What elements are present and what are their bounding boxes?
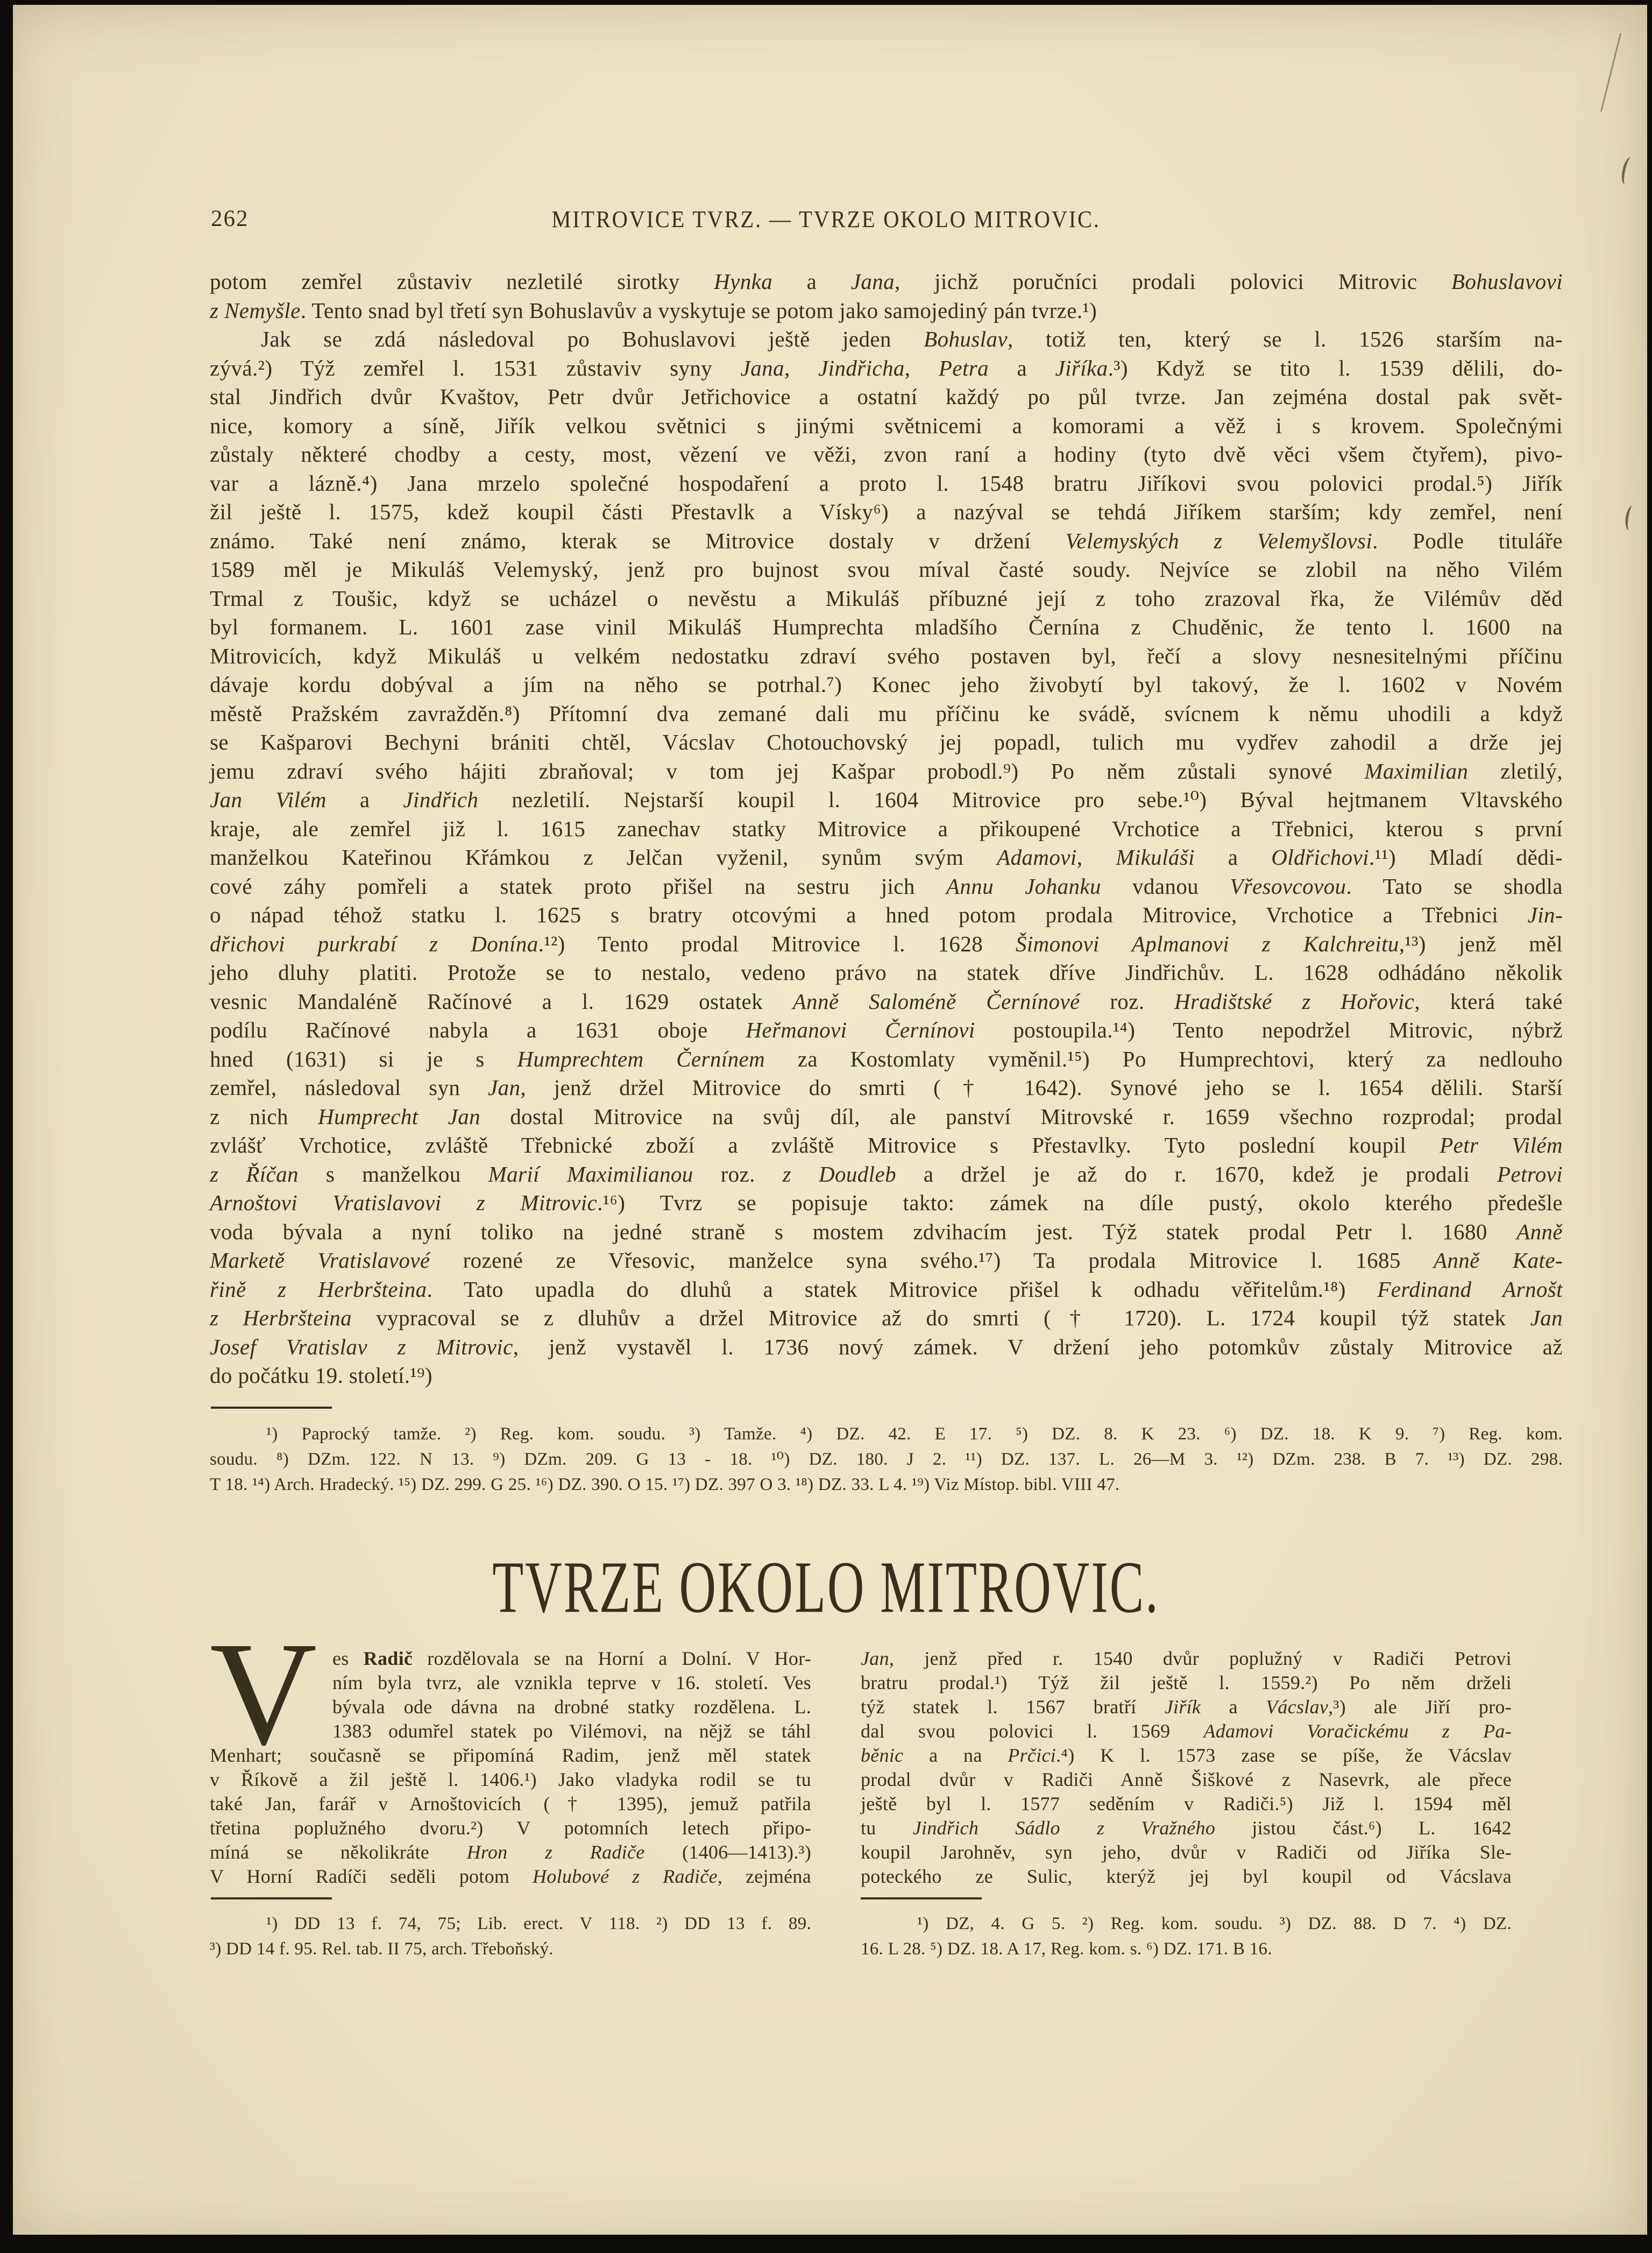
text-line: ¹) Paprocký tamže. ²) Reg. kom. soudu. ³) Tamže. ⁴) DZ. 42. E 17. ⁵) DZ. 8. K 23. ⁶) DZ. 18. K 9. ⁷) Reg. kom. — [266, 1424, 1563, 1444]
text-line: var a lázně.⁴) Jana mrzelo společné hospodaření a proto l. 1548 bratru Jiříkovi svou polovici prodal.⁵) Jiřík — [210, 470, 1563, 496]
text-line: z nich Humprecht Jan dostal Mitrovice na svůj díl, ale panství Mitrovské r. 1659 všechno rozprodal; prodal — [210, 1104, 1563, 1129]
text-line: manželkou Kateřinou Křámkou z Jelčan vyženil, synům svým Adamovi, Mikuláši a Oldřichovi.¹¹) Mladí dědi- — [210, 845, 1563, 870]
text-line: běnic a na Prčici.⁴) K l. 1573 zase se píše, že Vácslav — [861, 1745, 1512, 1766]
text-line: Arnoštovi Vratislavovi z Mitrovic.¹⁶) Tvrz se popisuje takto: zámek na díle pustý, okolo kterého předešle — [210, 1190, 1563, 1215]
text-line: ¹) DD 13 f. 74, 75; Lib. erect. V 118. ²) DD 13 f. 89. — [266, 1914, 811, 1933]
footnote-rule — [211, 1897, 332, 1899]
text-line: 1589 měl je Mikuláš Velemyský, jenž pro bujnost svou míval časté soudy. Nejvíce se zlobil na něho Vilém — [210, 557, 1563, 582]
ink-mark — [1624, 505, 1637, 531]
scan-edge-left — [0, 0, 13, 2253]
running-header: MITROVICE TVRZ. — TVRZE OKOLO MITROVIC. — [551, 206, 1101, 232]
text-line: Josef Vratislav z Mitrovic, jenž vystavěl l. 1736 nový zámek. V držení jeho potomkův zůstaly Mitrovice až — [210, 1334, 1563, 1359]
footnote-rule — [861, 1897, 982, 1899]
text-line: T 18. ¹⁴) Arch. Hradecký. ¹⁵) DZ. 299. G 25. ¹⁶) DZ. 390. O 15. ¹⁷) DZ. 397 O 3. ¹⁸) DZ. 33. L 4. ¹⁹) Viz Místop. bibl. VIII 47. — [210, 1475, 1120, 1494]
right-column — [861, 1647, 1512, 1889]
text-line: Menhart; současně se připomíná Radim, jenž měl statek — [210, 1745, 811, 1766]
text-line: vesnic Mandaléně Račínové a l. 1629 ostatek Anně Saloméně Černínové roz. Hradištské z Hořovic, která také — [210, 988, 1563, 1014]
text-line: byl formanem. L. 1601 zase vinil Mikuláš Humprechta mladšího Černína z Chuděnic, že tento l. 1600 na — [210, 615, 1563, 639]
text-line: Trmal z Toušic, když se ucházel o nevěstu a Mikuláš příbuzné její z toho zrazoval řka, že Vilémův děd — [210, 585, 1563, 611]
text-line: míná se několikráte Hron z Radiče (1406—1413).³) — [210, 1841, 812, 1863]
ink-mark — [1620, 156, 1636, 186]
text-line: dal svou polovici l. 1569 Adamovi Voračickému z Pa- — [861, 1720, 1512, 1742]
text-line: poteckého ze Sulic, kterýž jej byl koupil od Vácslava — [861, 1866, 1512, 1887]
left-column — [210, 1611, 812, 1889]
text-line: jeho dluhy platiti. Protože se to nestalo, vedeno právo na statek dříve Jindřichův. L. 1628 odhádáno několik — [210, 960, 1563, 985]
text-line: bývala ode dávna na drobné statky rozdělena. L. — [332, 1696, 811, 1718]
text-line: ¹) DZ, 4. G 5. ²) Reg. kom. soudu. ³) DZ. 88. D 7. ⁴) DZ. — [917, 1914, 1512, 1933]
scan-edge-right — [1647, 0, 1652, 2253]
text-line: cové záhy pomřeli a statek proto přišel na sestru jich Annu Johanku vdanou Vřesovcovou. Tato se shodla — [210, 873, 1563, 899]
text-line: známo. Také není známo, kterak se Mitrovice dostaly v držení Velemyských z Velemyšlovsi. Podle tituláře — [210, 528, 1563, 553]
text-line: z Říčan s manželkou Marií Maximilianou roz. z Doudleb a držel je až do r. 1670, kdež je prodali Petrovi — [210, 1161, 1563, 1186]
text-line: 16. L 28. ⁵) DZ. 18. A 17, Reg. kom. s. ⁶) DZ. 171. B 16. — [861, 1939, 1272, 1959]
text-line: do počátku 19. století.¹⁹) — [210, 1363, 433, 1388]
text-line: o nápad téhož statku l. 1625 s bratry otcovými a hned potom prodala Mitrovice, Vrchotice a Třebnici Jin- — [210, 902, 1563, 927]
text-line: es Radič rozdělovala se na Horní a Dolní. V Hor- — [332, 1648, 812, 1669]
drop-cap: V — [210, 1611, 317, 1776]
text-line: se Kašparovi Bechyni brániti chtěl, Vácslav Chotouchovský jej popadl, tulich mu vydřev zahodil a drže jej — [210, 730, 1563, 754]
text-line: zvlášť Vrchotice, zvláště Třebnické zboží a zvláště Mitrovice s Přestavlky. Tyto poslední koupil Petr Vilém — [210, 1133, 1563, 1157]
text-line: dřichovi purkrabí z Donína.¹²) Tento prodal Mitrovice l. 1628 Šimonovi Aplmanovi z Kalchreitu,¹³) jenž měl — [210, 931, 1563, 956]
text-line: dávaje kordu dobýval a jím na něho se potrhal.⁷) Konec jeho živobytí byl takový, že l. 1602 v Novém — [210, 672, 1563, 697]
text-line: Jan, jenž před r. 1540 dvůr poplužný v Radiči Petrovi — [861, 1648, 1512, 1669]
text-line: zývá.²) Týž zemřel l. 1531 zůstaviv syny Jana, Jindřicha, Petra a Jiříka.³) Když se tito l. 1539 dělili, do- — [210, 355, 1563, 380]
text-line: tu Jindřich Sádlo z Vražného jistou část.⁶) L. 1642 — [861, 1817, 1512, 1839]
main-article-text — [210, 267, 1563, 1390]
text-line: zemřel, následoval syn Jan, jenž držel Mitrovice do smrti († 1642). Synové jeho se l. 1654 dělili. Starší — [210, 1075, 1563, 1100]
footnote-rule — [211, 1407, 332, 1409]
text-line: voda bývala a nyní toliko na jedné straně s mostem zdvihacím jest. Týž statek prodal Petr l. 1680 Anně — [210, 1219, 1563, 1244]
text-line: Jan Vilém a Jindřich nezletilí. Nejstarší koupil l. 1604 Mitrovice pro sebe.¹⁰) Býval hejtmanem Vltavského — [210, 787, 1563, 812]
text-line: potom zemřel zůstaviv nezletilé sirotky Hynka a Jana, jichž poručníci prodali polovici Mitrovic Bohuslavovi — [210, 269, 1563, 294]
right-column-footnotes — [861, 1911, 1512, 1962]
text-line: prodal dvůr v Radiči Anně Šiškové z Nasevrk, ale přece — [861, 1769, 1512, 1790]
text-line: jemu zdraví svého hájiti zbraňoval; v tom jej Kašpar probodl.⁹) Po něm zůstali synové Maximilian zletilý, — [210, 758, 1563, 783]
text-line: kraje, ale zemřel již l. 1615 zanechav statky Mitrovice a přikoupené Vrchotice a Třebnici, kterou s první — [210, 816, 1563, 841]
text-line: 1383 odumřel statek po Vilémovi, na nějž se táhl — [332, 1720, 811, 1742]
main-footnotes — [210, 1422, 1563, 1498]
text-line: hned (1631) si je s Humprechtem Černínem za Kostomlaty vyměnil.¹⁵) Po Humprechtovi, který za nedlouho — [210, 1046, 1563, 1071]
left-column-footnotes — [210, 1911, 811, 1962]
text-line: z Herbršteina vypracoval se z dluhův a držel Mitrovice až do smrti († 1720). L. 1724 koupil týž statek Jan — [210, 1305, 1563, 1330]
section-title: TVRZE OKOLO MITROVIC. — [492, 1545, 1160, 1628]
text-line: žil ještě l. 1575, kdež koupil části Přestavlk a Vísky⁶) a nazýval se tehdá Jiříkem starším; kdy zemřel, není — [210, 499, 1563, 524]
text-line: ním byla tvrz, ale vznikla teprve v 16. století. Ves — [332, 1672, 811, 1693]
text-line: ještě byl l. 1577 seděním v Radiči.⁵) Již l. 1594 měl — [861, 1793, 1512, 1814]
right-column-text — [861, 1647, 1512, 1889]
text-line: třetina poplužného dvoru.²) V potomních letech připo- — [210, 1817, 811, 1839]
scan-edge-bottom — [0, 2235, 1652, 2253]
text-line: Mitrovicích, když Mikuláš u velkém nedostatku zdraví svého postaven byl, řečí a slovy nesnesitelnými příčinu — [210, 643, 1563, 668]
text-line: městě Pražském zavražděn.⁸) Přítomní dva zemané dali mu příčinu ke svádě, svícnem k němu uhodili a když — [210, 701, 1563, 726]
text-line: Jak se zdá následoval po Bohuslavovi ještě jeden Bohuslav, totiž ten, který se l. 1526 starším na- — [261, 327, 1563, 351]
text-line: v Říkově a žil ještě l. 1406.¹) Jako vladyka rodil se tu — [210, 1769, 811, 1790]
text-line: V Horní Radíči seděli potom Holubové z Radiče, zejména — [210, 1866, 811, 1887]
text-line: soudu. ⁸) DZm. 122. N 13. ⁹) DZm. 209. G 13 - 18. ¹⁰) DZ. 180. J 2. ¹¹) DZ. 137. L. 26—M 3. ¹²) DZm. 238. B 7. ¹³) DZ. 298. — [210, 1450, 1563, 1469]
text-line: bratru prodal.¹) Týž žil ještě l. 1559.²) Po něm drželi — [861, 1672, 1512, 1693]
text-line: nice, komory a síně, Jiřík velkou světnici s jinými světnicemi a komorami a věž i s krovem. Společnými — [210, 413, 1563, 438]
text-line: týž statek l. 1567 bratří Jiřík a Vácslav,³) ale Jiří pro- — [861, 1696, 1512, 1718]
text-line: řině z Herbršteina. Tato upadla do dluhů a statek Mitrovice přišel k odhadu věřitelům.¹⁸) Ferdinand Arnošt — [210, 1276, 1563, 1302]
text-line: z Nemyšle. Tento snad byl třetí syn Bohuslavův a vyskytuje se potom jako samojediný pán tvrze.¹) — [210, 298, 1097, 323]
text-line: podílu Račínové nabyla a 1631 oboje Heřmanovi Černínovi postoupila.¹⁴) Tento nepodržel Mitrovic, nýbrž — [210, 1018, 1563, 1042]
text-line: koupil Jarohněv, syn jeho, dvůr v Radiči od Jiříka Sle- — [861, 1841, 1512, 1863]
text-line: ³) DD 14 f. 95. Rel. tab. II 75, arch. Třeboňský. — [210, 1939, 554, 1959]
text-line: také Jan, farář v Arnoštovicích († 1395), jemuž patřila — [210, 1793, 811, 1814]
text-line: Marketě Vratislavové rozené ze Vřesovic, manželce syna svého.¹⁷) Ta prodala Mitrovice l. 1685 Anně Kate- — [210, 1248, 1563, 1273]
ink-mark — [1600, 33, 1623, 112]
text-line: stal Jindřich dvůr Kvaštov, Petr dvůr Jetřichovice a ostatní každý po půl tvrze. Jan zejména dostal pak svět- — [210, 384, 1563, 409]
scan-edge-top — [0, 0, 1652, 5]
text-line: zůstaly některé chodby a cesty, most, vězení ve věži, zvon raní a hodiny (tyto dvě věci všem čtyřem), pivo- — [210, 442, 1563, 467]
page-number: 262 — [211, 206, 249, 231]
